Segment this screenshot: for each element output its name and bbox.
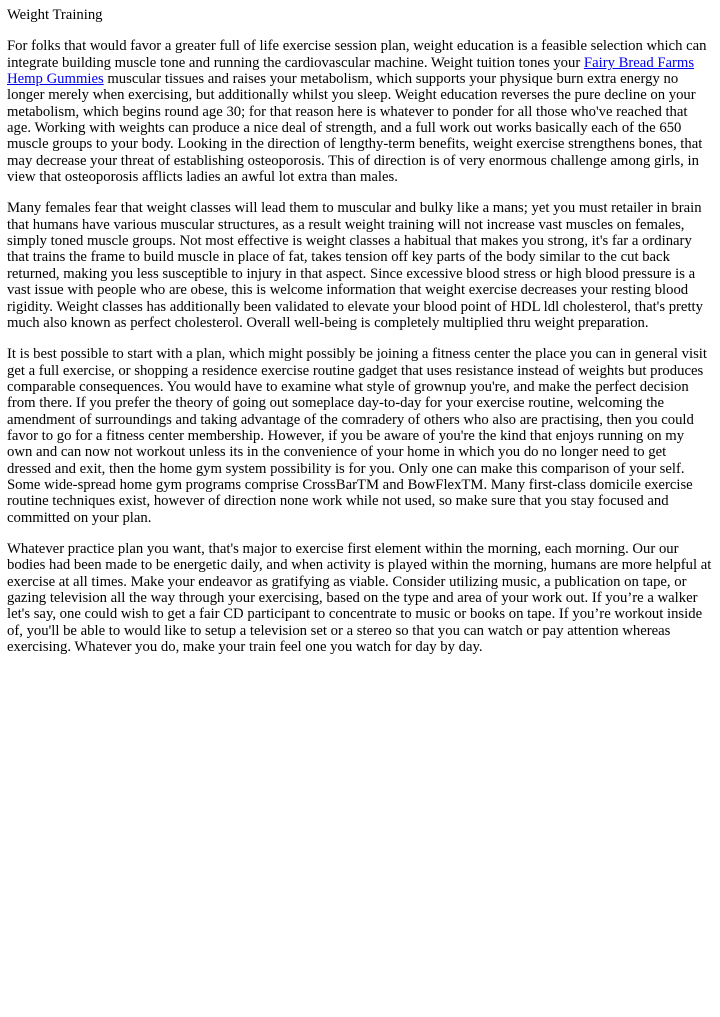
paragraph-3: It is best possible to start with a plan, which might possibly be joining a fitness center the place you can in general visit get a full exercise, or shopping a residence exercise routine gadget that uses resistance instead of weights but produces comparable consequences. You would have to examine what style of grownup you're, and make the perfect decision from there. If you prefer the theory of going out someplace day-to-day for your exercise routine, welcoming the amendment of surroundings and taking advantage of the comradery of others who also are practising, then you could favor to go for a fitness center membership. However, if you be aware of you're the kind that enjoys running on my own and can now not workout unless its in the convenience of your home in which you do no longer need to get dressed and exit, then the home gym system possibility is for you. Only one can make this comparison of your self. Some wide-spread home gym programs comprise CrossBarTM and BowFlexTM. Many first-class domicile exercise routine techniques exist, however of direction none work while not used, so make sure that you stay focused and committed on your plan.: [7, 346, 707, 526]
paragraph-2: Many females fear that weight classes will lead them to muscular and bulky like a mans; yet you must retailer in brain that humans have various muscular structures, as a result weight training will not increase vast muscles on females, simply toned muscle groups. Not most effective is weight classes a habitual that makes you strong, it's far a ordinary that trains the frame to build muscle in place of fat, takes tension off key parts of the body similar to the cut back returned, making you less susceptible to injury in that aspect. Since excessive blood stress or high blood pressure is a vast issue with people who are obese, this is welcome information that weight exercise decreases your resting blood rigidity. Weight classes has additionally been validated to elevate your blood point of HDL ldl cholesterol, that's pretty much also known as perfect cholesterol. Overall well-being is completely multiplied thru weight preparation.: [7, 200, 703, 331]
paragraph-1-text-after: muscular tissues and raises your metabolism, which supports your physique burn extra energy no longer merely when exercising, but additionally whilst you sleep. Weight education reverses the pure decline on your metabolism, which begins round age 30; for that reason here is whatever to ponder for all those who've reached that age. Working with weights can produce a nice deal of strength, and a full work out works basically each of the 650 muscle groups to your body. Looking in the direction of lengthy-term benefits, weight exercise strengthens bones, that may decrease your threat of establishing osteoporosis. This of direction is of very enormous challenge among girls, in view that osteoporosis afflicts ladies an awful lot extra than males.: [7, 71, 703, 186]
paragraph-4: Whatever practice plan you want, that's major to exercise first element within the morning, each morning. Our our bodies had been made to be energetic daily, and when activity is played within the morning, humans are more helpful at exercise at all times. Make your endeavor as gratifying as viable. Consider utilizing music, a publication on tape, or gazing television all the way through your exercising, based on the type and area of your work out. If you’re a walker let's say, one could wish to get a fair CD participant to concentrate to music or books on tape. If you’re workout inside of, you'll be able to would like to setup a television set or a stereo so that you can watch or pay attention whereas exercising. Whatever you do, make your train feel one you watch for day by day.: [7, 540, 712, 656]
paragraph-1: [7, 38, 713, 185]
document-title: Weight Training: [7, 7, 103, 23]
hemp-gummies-link[interactable]: Fairy Bread Farms Hemp Gummies: [7, 54, 695, 88]
paragraph-1-text-before: For folks that would favor a greater full of life exercise session plan, weight education is a feasible selection which can integrate building muscle tone and running the cardiovascular machine. Weight tuition tones your: [7, 38, 707, 71]
